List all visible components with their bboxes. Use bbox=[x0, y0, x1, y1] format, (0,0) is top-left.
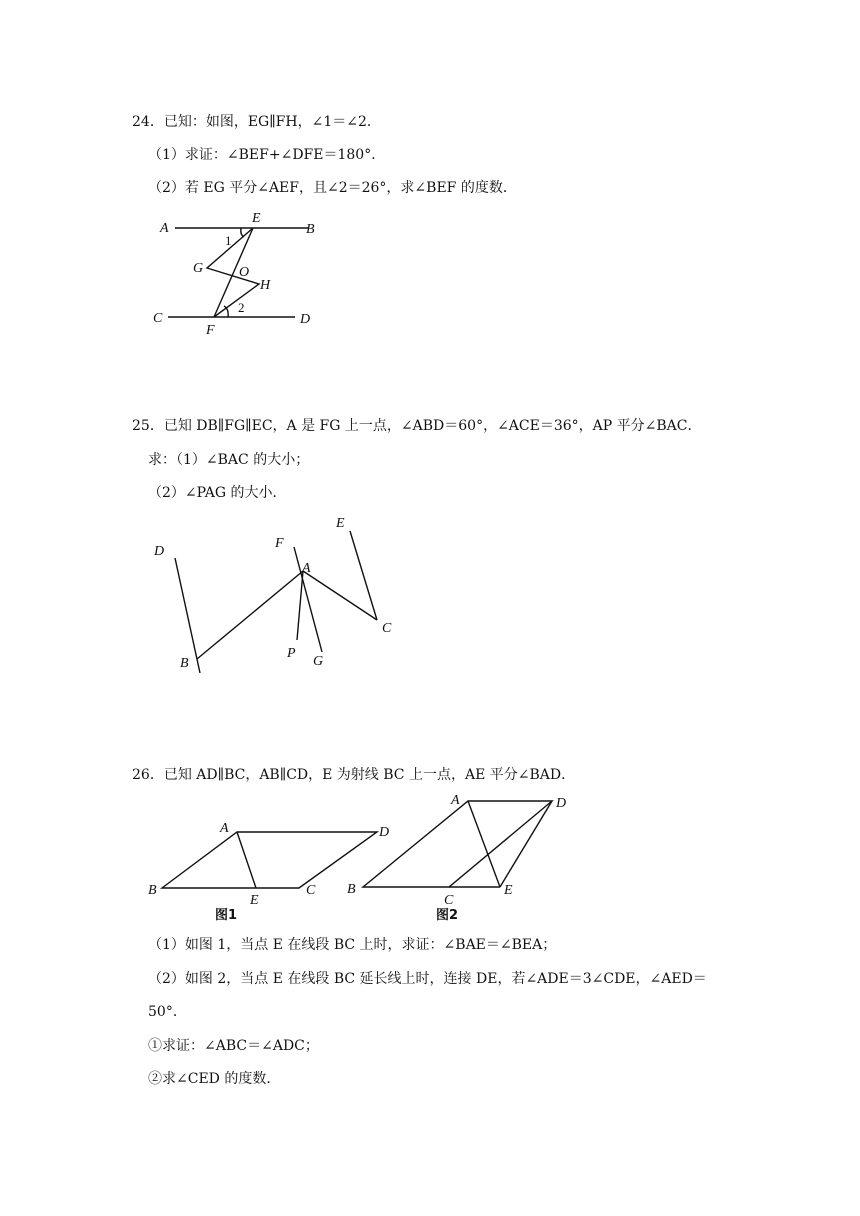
label-c: C bbox=[382, 621, 392, 636]
label-p: P bbox=[287, 646, 296, 661]
q26-stem: 26．已知 AD∥BC，AB∥CD，E 为射线 BC 上一点，AE 平分∠BAD． bbox=[132, 767, 576, 783]
figure-1-caption: 图1 bbox=[215, 908, 238, 923]
q25-figure bbox=[140, 505, 420, 680]
label-b: B bbox=[306, 222, 315, 237]
q25-part2: （2）∠PAG 的大小． bbox=[148, 485, 287, 501]
q24-figure bbox=[140, 205, 340, 345]
q26-figure-2 bbox=[340, 787, 600, 925]
label-c: C bbox=[153, 311, 163, 326]
label-b: B bbox=[180, 656, 189, 671]
q24-part1: （1）求证：∠BEF+∠DFE＝180°． bbox=[148, 147, 386, 163]
q24-stem: 24．已知：如图，EG∥FH，∠1＝∠2． bbox=[132, 114, 381, 130]
q26-part2: （2）如图 2，当点 E 在线段 BC 延长线上时，连接 DE，若∠ADE＝3∠CDE，∠AED＝ bbox=[148, 971, 707, 987]
q25-stem: 25．已知 DB∥FG∥EC，A 是 FG 上一点，∠ABD＝60°，∠ACE＝36°，AP 平分∠BAC． bbox=[132, 418, 702, 434]
label-d: D bbox=[154, 544, 165, 559]
q26-subpart1: ①求证：∠ABC＝∠ADC； bbox=[148, 1038, 319, 1054]
label-e: E bbox=[336, 516, 345, 531]
label-c: C bbox=[306, 883, 316, 898]
label-a: A bbox=[160, 221, 169, 236]
label-a: A bbox=[302, 561, 311, 576]
label-e: E bbox=[504, 883, 513, 898]
label-f: F bbox=[206, 323, 215, 338]
label-e: E bbox=[252, 211, 261, 226]
label-d: D bbox=[379, 825, 390, 840]
label-a: A bbox=[451, 793, 460, 808]
figure-2-caption: 图2 bbox=[436, 908, 459, 923]
label-e: E bbox=[250, 893, 259, 908]
line-ec bbox=[350, 531, 377, 620]
label-f: F bbox=[275, 536, 284, 551]
segment-ap bbox=[297, 571, 303, 640]
label-g: G bbox=[313, 654, 324, 669]
label-b: B bbox=[347, 882, 356, 897]
q26-subpart2: ②求∠CED 的度数． bbox=[148, 1071, 281, 1087]
label-o: O bbox=[239, 265, 250, 280]
segment-ae bbox=[468, 801, 500, 887]
parallelogram-abcd bbox=[363, 801, 552, 887]
label-b: B bbox=[148, 883, 157, 898]
label-d: D bbox=[556, 796, 567, 811]
label-h: H bbox=[260, 278, 271, 293]
q26-part2-continued: 50°． bbox=[148, 1004, 187, 1020]
segment-ae bbox=[237, 832, 256, 888]
label-2: 2 bbox=[238, 300, 245, 315]
q26-part1: （1）如图 1，当点 E 在线段 BC 上时，求证：∠BAE＝∠BEA； bbox=[148, 937, 557, 953]
label-d: D bbox=[300, 312, 311, 327]
label-1: 1 bbox=[225, 233, 232, 248]
label-c: C bbox=[444, 893, 454, 908]
segment-de bbox=[500, 801, 552, 887]
q24-part2: （2）若 EG 平分∠AEF，且∠2＝26°，求∠BEF 的度数． bbox=[148, 180, 517, 196]
label-a: A bbox=[220, 821, 229, 836]
label-g: G bbox=[193, 261, 204, 276]
q25-part1: 求：（1）∠BAC 的大小； bbox=[148, 452, 310, 468]
segment-ac bbox=[303, 571, 377, 620]
